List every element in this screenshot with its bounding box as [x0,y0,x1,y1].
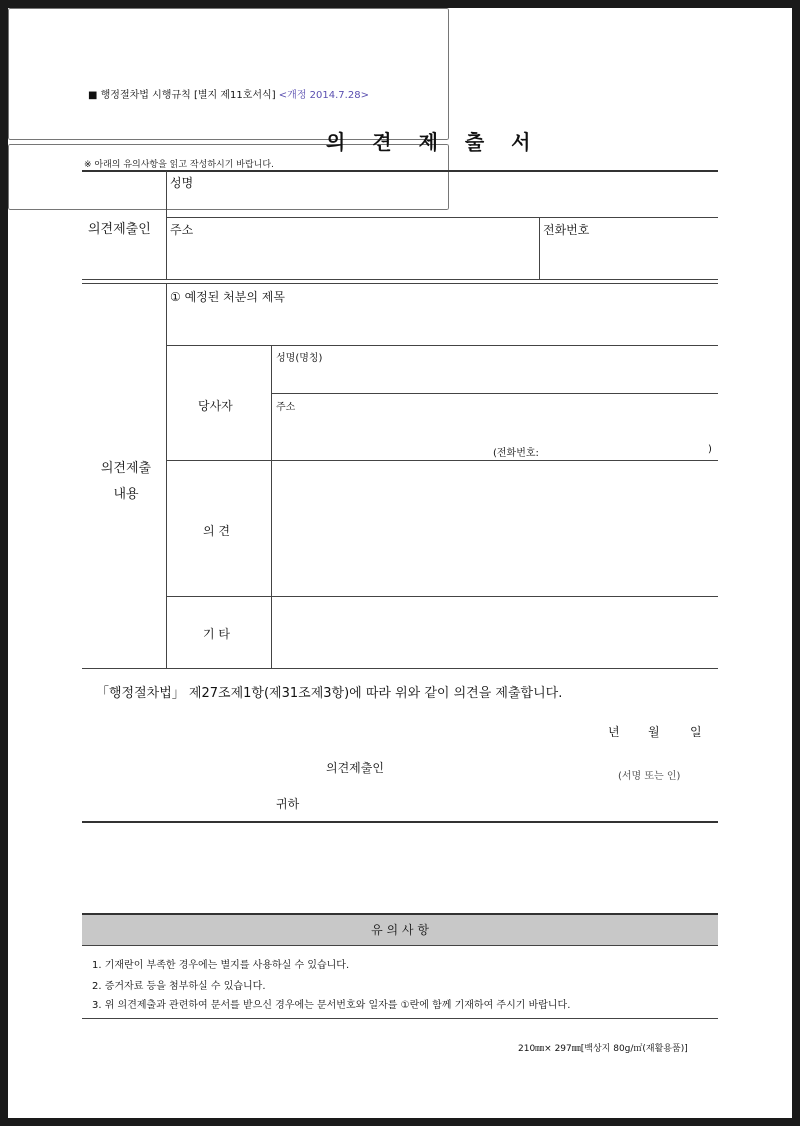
page-title: 의 견 제 출 서 [326,130,541,154]
submitter-name-label: 성명 [170,176,194,190]
party-name-label: 성명(명칭) [276,353,323,364]
declaration-statement: 「행정절차법」 제27조제1항(제31조제3항)에 따라 위와 같이 의견을 제출합니다. [96,686,563,701]
note-item-2: 2. 증거자료 등을 첨부하실 수 있습니다. [92,981,266,992]
notes-bottom-border [82,1018,718,1019]
disposition-title-label: ① 예정된 처분의 제목 [170,290,285,304]
party-name-input[interactable] [276,366,715,392]
section-double-border-2 [82,283,718,284]
revision-note: <개정 2014.7.28> [278,90,369,101]
date-day-label: 일 [690,725,702,739]
date-month-label: 월 [648,725,660,739]
party-phone-input[interactable] [558,441,707,461]
submitter-address-label: 주소 [170,223,194,237]
form-reference: 행정절차법 시행규칙 [별지 제11호서식] [100,90,276,101]
party-row-border [167,460,718,461]
content-section-label [96,456,156,508]
opinion-textarea[interactable] [8,8,449,140]
declaration-submitter-label: 의견제출인 [326,761,384,775]
square-bullet: ■ [88,90,98,101]
submitter-phone-label: 전화번호 [543,223,590,237]
party-label: 당사자 [198,399,233,413]
party-address-label: 주소 [276,402,296,413]
content-divider [166,284,167,668]
top-border [82,170,718,172]
disposition-row-border [167,345,718,346]
instruction-note: ※ 아래의 유의사항을 읽고 작성하시기 바랍니다. [84,160,274,170]
declaration-bottom-border [82,821,718,823]
party-address-input[interactable] [276,414,715,440]
disposition-title-input[interactable] [170,308,714,340]
content-section-label-line1: 의견제출 [100,461,152,476]
party-phone-close: ) [708,444,712,455]
submitter-section-label: 의견제출인 [88,222,151,237]
form-reference-line [88,86,369,101]
notes-header [82,913,718,946]
paper-spec-footer: 210㎜× 297㎜[백상지 80g/㎡(재활용품)] [518,1044,688,1054]
opinion-label: 의 견 [203,524,230,538]
phone-divider [539,218,540,280]
content-section-label-line2: 내용 [113,487,139,502]
note-item-1: 1. 기재란이 부족한 경우에는 별지를 사용하실 수 있습니다. [92,960,350,971]
notes-heading: 유 의 사 항 [371,923,429,937]
signature-hint: (서명 또는 인) [618,771,681,782]
content-bottom-border [82,668,718,669]
other-label: 기 타 [203,627,230,641]
submitter-address-input[interactable] [170,240,539,276]
party-divider [271,346,272,668]
recipient-label: 귀하 [276,797,300,811]
party-name-row-border [272,393,718,394]
opinion-row-border [167,596,718,597]
date-year-label: 년 [608,725,620,739]
submitter-name-row-border [167,217,718,218]
submitter-name-input[interactable] [208,190,712,214]
note-item-3: 3. 위 의견제출과 관련하여 문서를 받으신 경우에는 문서번호와 일자를 ①란에 함께 기재하여 주시기 바랍니다. [92,1000,571,1011]
party-phone-open: (전화번호: [493,448,539,459]
submitter-phone-input[interactable] [543,240,717,276]
submitter-divider [166,171,167,280]
section-double-border-1 [82,279,718,280]
